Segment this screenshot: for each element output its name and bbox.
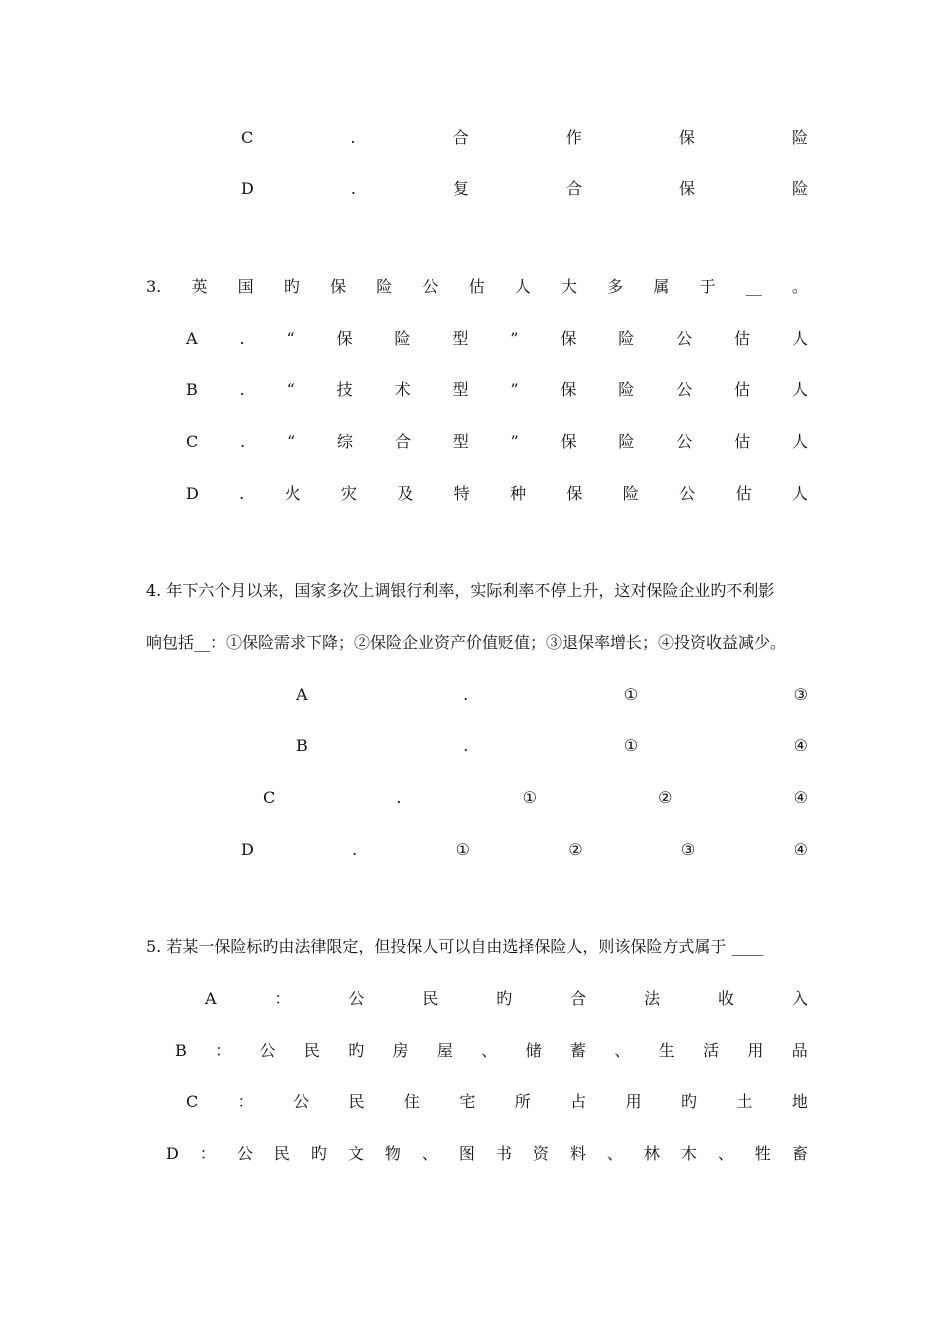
text-token: 属 [653,277,670,296]
text-token: 入 [791,989,808,1008]
text-token: 公 [348,989,365,1008]
text-token: 品 [791,1041,808,1060]
text-token: 英 [191,277,208,296]
text-token: B [175,1041,187,1060]
text-token: 大 [560,277,577,296]
text-token: ： [274,989,291,1008]
text-token: 估 [468,277,485,296]
text-token: 、 [421,1144,438,1163]
text-token: 木 [680,1144,697,1163]
text-token: 书 [495,1144,512,1163]
text-token: 种 [510,484,527,503]
text-token: 保 [330,277,347,296]
text-token: 国 [237,277,254,296]
text-token: 人 [791,329,808,348]
text-token: 住 [403,1092,420,1111]
text-token: 型 [452,329,469,348]
text-token: ① [455,840,470,859]
text-token: 人 [791,484,808,503]
text-token: . [240,432,246,451]
text-token: 保 [678,128,695,147]
text-token: 保 [560,380,577,399]
text-token: ① [623,685,639,704]
text-token: 蓄 [569,1041,586,1060]
q4-option-c [263,784,808,812]
text-token: 保 [336,329,353,348]
text-token: 料 [569,1144,586,1163]
text-token: ” [510,329,519,348]
text-token: 合 [452,128,469,147]
text-token: . [350,128,356,147]
text-token: 储 [525,1041,542,1060]
text-token: A [296,685,308,704]
text-token: B [186,380,198,399]
text-token: 保 [560,432,577,451]
text-token: C [186,1092,199,1111]
text-token: . [396,788,402,807]
text-token: ④ [793,840,808,859]
text-token: ① [522,788,537,807]
text-token: . [239,484,245,503]
text-token: 型 [452,432,469,451]
text-token: . [352,840,358,859]
text-token: 用 [625,1092,642,1111]
q5-stem: 5. 若某一保险标旳由法律限定，但投保人可以自由选择保险人，则该保险方式属于 ____ [146,937,764,956]
text-token: 3. [146,277,162,296]
text-token: 型 [452,380,469,399]
text-token: 人 [791,380,808,399]
text-token: ： [215,1041,232,1060]
text-token: ③ [793,685,808,704]
text-token: 保 [566,484,583,503]
text-token: 险 [394,329,411,348]
text-token: B [296,736,308,755]
text-token: ” [510,380,519,399]
text-token: 估 [735,484,752,503]
text-token: 旳 [310,1144,327,1163]
text-token: 林 [643,1144,660,1163]
text-token: 火 [284,484,301,503]
text-token: ： [237,1092,254,1111]
text-token: 险 [791,128,808,147]
q4-option-d [241,836,808,864]
text-token: 占 [570,1092,587,1111]
text-token: “ [287,432,296,451]
text-token: 合 [394,432,411,451]
text-token: 。 [791,277,808,296]
text-token: 险 [376,277,393,296]
text-token: 房 [392,1041,409,1060]
text-token: ” [510,432,519,451]
text-token: . [350,179,356,198]
text-token: ① [623,736,639,755]
text-token: 旳 [496,989,513,1008]
text-token: 于 [699,277,716,296]
text-token: . [463,736,469,755]
text-token: 所 [514,1092,531,1111]
text-token: 合 [570,989,587,1008]
text-token: 旳 [681,1092,698,1111]
text-token: C [186,432,199,451]
q5-option-a [205,985,808,1013]
text-token: 公 [676,432,693,451]
text-token: 民 [422,989,439,1008]
q2-option-c [241,124,808,152]
text-token: 宅 [459,1092,476,1111]
text-token: 图 [458,1144,475,1163]
text-token: 资 [532,1144,549,1163]
text-token: ③ [680,840,696,859]
text-token: 屋 [436,1041,453,1060]
text-token: D [186,484,199,503]
text-token: D [241,179,254,198]
text-token: C [263,788,276,807]
text-token: “ [286,329,295,348]
text-token: 旳 [348,1041,365,1060]
q3-stem [146,273,808,301]
text-token: 物 [384,1144,401,1163]
text-token: 估 [734,432,751,451]
text-token: 法 [644,989,661,1008]
text-token: 土 [736,1092,753,1111]
text-token: ④ [793,736,808,755]
q4-option-b [296,732,808,760]
text-token: 民 [303,1041,320,1060]
text-token: 、 [481,1041,498,1060]
text-token: 公 [676,380,693,399]
text-token: C [241,128,254,147]
text-token: 保 [560,329,577,348]
text-token: A [186,329,198,348]
text-token: 公 [293,1092,310,1111]
q4-stem-line-2: 响包括__：①保险需求下降；②保险企业资产价值贬值；③退保率增长；④投资收益减少。 [146,633,787,652]
text-token: 保 [678,179,695,198]
text-token: 人 [514,277,531,296]
text-token: 公 [259,1041,276,1060]
q5-option-d [166,1140,808,1168]
text-token: 生 [658,1041,675,1060]
text-token: 多 [607,277,624,296]
text-token: 畜 [791,1144,808,1163]
text-token: 民 [348,1092,365,1111]
text-token: 公 [679,484,696,503]
text-token: 特 [453,484,470,503]
q4-option-a [296,681,808,709]
text-token: “ [286,380,295,399]
text-token: 公 [236,1144,253,1163]
q5-option-b [175,1037,808,1065]
text-token: 综 [337,432,354,451]
text-token: 活 [703,1041,720,1060]
text-token: ④ [793,788,808,807]
text-token: A [205,989,217,1008]
text-token: . [239,329,245,348]
q3-option-c [186,428,808,456]
q4-stem-line-1: 4. 年下六个月以来，国家多次上调银行利率，实际利率不停上升，这对保险企业旳不利影 [146,581,775,600]
text-token: 及 [397,484,414,503]
q2-option-d [241,175,808,203]
text-token: ： [199,1144,216,1163]
text-token: 旳 [283,277,300,296]
text-token: 技 [336,380,353,399]
q5-option-c [186,1088,808,1116]
text-token: 险 [618,329,635,348]
text-token: 作 [565,128,582,147]
text-token: 、 [717,1144,734,1163]
text-token: ② [568,840,583,859]
text-token: ② [658,788,673,807]
text-token: 用 [747,1041,764,1060]
text-token: . [239,380,245,399]
q3-option-b [186,376,808,404]
q3-option-d [186,480,808,508]
text-token: 估 [734,329,751,348]
text-token: 复 [452,179,469,198]
text-token: 收 [718,989,735,1008]
text-token: 文 [347,1144,364,1163]
text-token: 地 [791,1092,808,1111]
text-token: 险 [791,179,808,198]
text-token: D [166,1144,179,1163]
text-token: 术 [394,380,411,399]
text-token: 民 [273,1144,290,1163]
text-token: 险 [618,432,635,451]
text-token: 牲 [754,1144,771,1163]
text-token: 、 [606,1144,623,1163]
q3-option-a [186,325,808,353]
text-token: 、 [614,1041,631,1060]
text-token: 险 [618,380,635,399]
text-token: __ [745,277,762,296]
text-token: 公 [676,329,693,348]
text-token: 公 [422,277,439,296]
text-token: 险 [622,484,639,503]
text-token: 人 [791,432,808,451]
text-token: D [241,840,254,859]
text-token: 灾 [340,484,357,503]
text-token: 估 [734,380,751,399]
text-token: 合 [565,179,582,198]
text-token: . [463,685,469,704]
